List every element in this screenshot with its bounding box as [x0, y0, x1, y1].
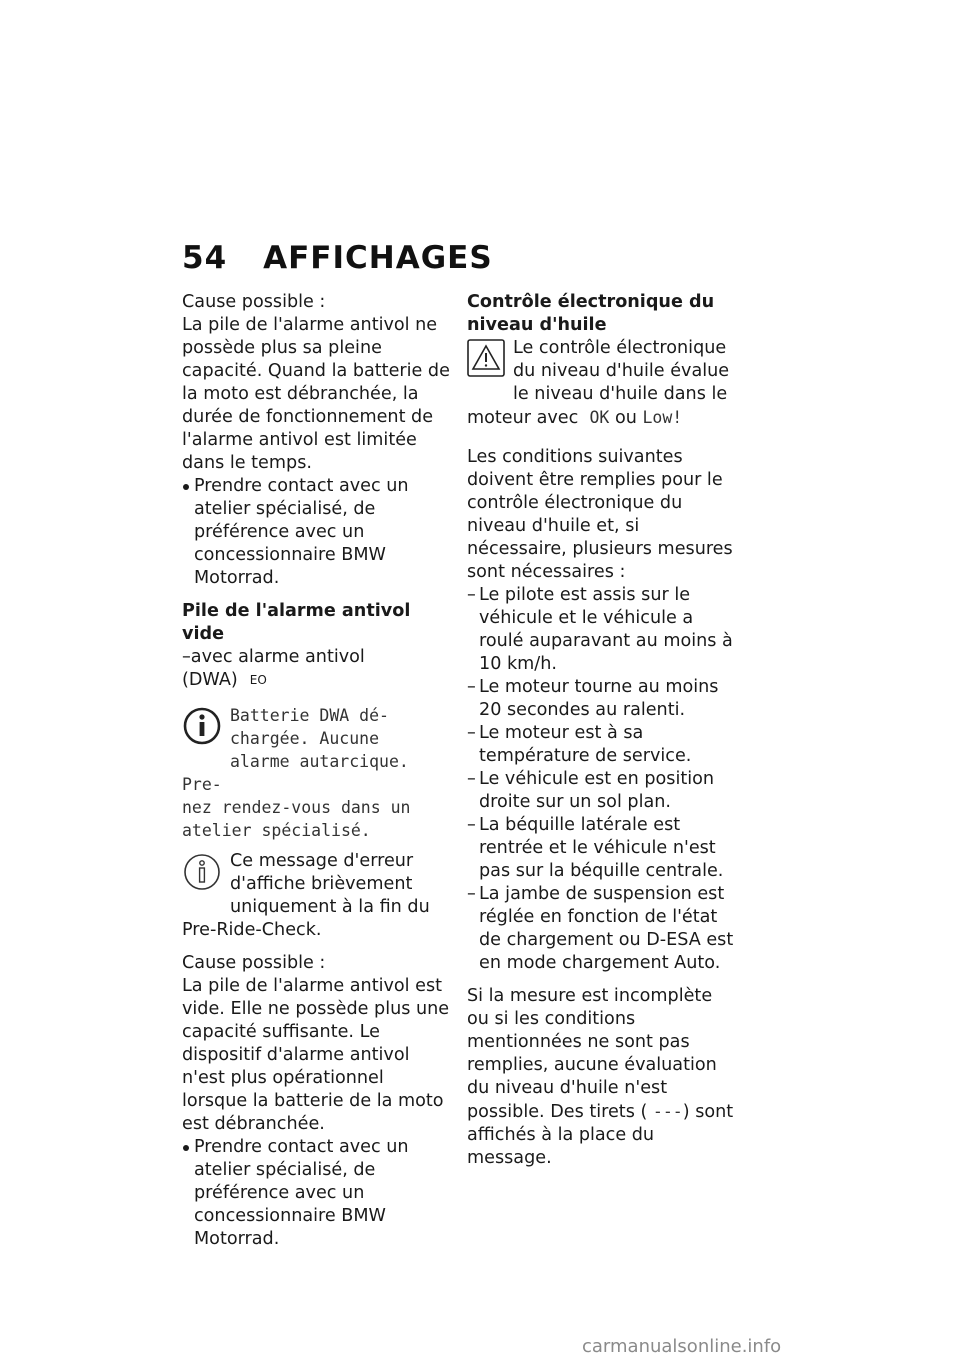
right-column	[467, 291, 739, 1180]
cause-text: La pile de l'alarme antivol ne possède plus sa pleine capacité. Quand la batterie de la moto est débranchée, la durée de fonctionnement de l'alarme antivol est limitée dans le temps.	[182, 315, 450, 473]
info-note: Ce message d'erreur d'affiche brièvement uniquement à la fin du Pre-Ride-Check.	[182, 851, 430, 940]
conditions-intro: Les conditions suivantes doivent être remplies pour le contrôle électronique du niveau d'huile et, si nécessaire, plusieurs mesures sont nécessaires :	[467, 447, 733, 582]
section-heading: Pile de l'alarme antivol vide	[182, 601, 411, 644]
info-icon	[182, 852, 222, 899]
list-item: Prendre contact avec un atelier spécialisé, de préférence avec un concessionnaire BMW Motorrad.	[182, 475, 450, 590]
list-item: – La jambe de suspension est réglée en fonction de l'état de chargement ou D-ESA est en mode chargement Auto.	[467, 883, 739, 975]
equipment-note: –avec alarme antivol (DWA) $^{EO}$	[182, 647, 365, 690]
cause-label: Cause possible :	[182, 292, 326, 312]
cause-label: Cause possible :	[182, 953, 326, 973]
page-title: AFFICHAGES	[263, 240, 493, 276]
warning-note: Le contrôle électronique du niveau d'huile évalue le niveau d'huile dans le moteur avec OK ou Low!	[467, 338, 730, 428]
dashes-display: ---	[652, 1102, 683, 1121]
list-item: – La béquille latérale est rentrée et le véhicule n'est pas sur la béquille centrale.	[467, 814, 739, 883]
bullet-list	[182, 1136, 450, 1251]
left-column	[182, 291, 450, 1261]
watermark: carmanualsonline.info	[582, 1336, 782, 1357]
info-icon	[182, 706, 222, 752]
section-heading: Contrôle électronique du niveau d'huile	[467, 292, 715, 335]
list-item: – Le véhicule est en position droite sur un sol plan.	[467, 768, 739, 814]
cause-text: La pile de l'alarme antivol est vide. Elle ne possède plus une capacité suffisante. Le dispositif d'alarme antivol n'est plus opérationnel lorsque la batterie de la moto est débranchée.	[182, 976, 450, 1134]
display-message: Batterie DWA dé- chargée. Aucune alarme autarcique. Pre- nez rendez-vous dans un atelier spécialisé.	[182, 706, 411, 840]
list-item: – Le pilote est assis sur le véhicule et le véhicule a roulé auparavant au moins à 10 km/h.	[467, 584, 739, 676]
incomplete-note: Si la mesure est incomplète ou si les conditions mentionnées ne sont pas remplies, aucune évaluation du niveau d'huile n'est possible. Des tirets ( ---) sont affichés à la place du message.	[467, 986, 734, 1168]
list-item: Prendre contact avec un atelier spécialisé, de préférence avec un concessionnaire BMW Motorrad.	[182, 1136, 450, 1251]
warning-triangle-icon	[467, 339, 505, 384]
equipment-code: EO	[249, 673, 267, 687]
conditions-list	[467, 584, 739, 975]
bullet-list	[182, 475, 450, 590]
page-number: 54	[182, 240, 228, 276]
page-header	[182, 240, 493, 276]
status-ok: OK	[589, 408, 610, 427]
status-low: Low!	[642, 408, 683, 427]
list-item: – Le moteur tourne au moins 20 secondes au ralenti.	[467, 676, 739, 722]
list-item: – Le moteur est à sa température de service.	[467, 722, 739, 768]
